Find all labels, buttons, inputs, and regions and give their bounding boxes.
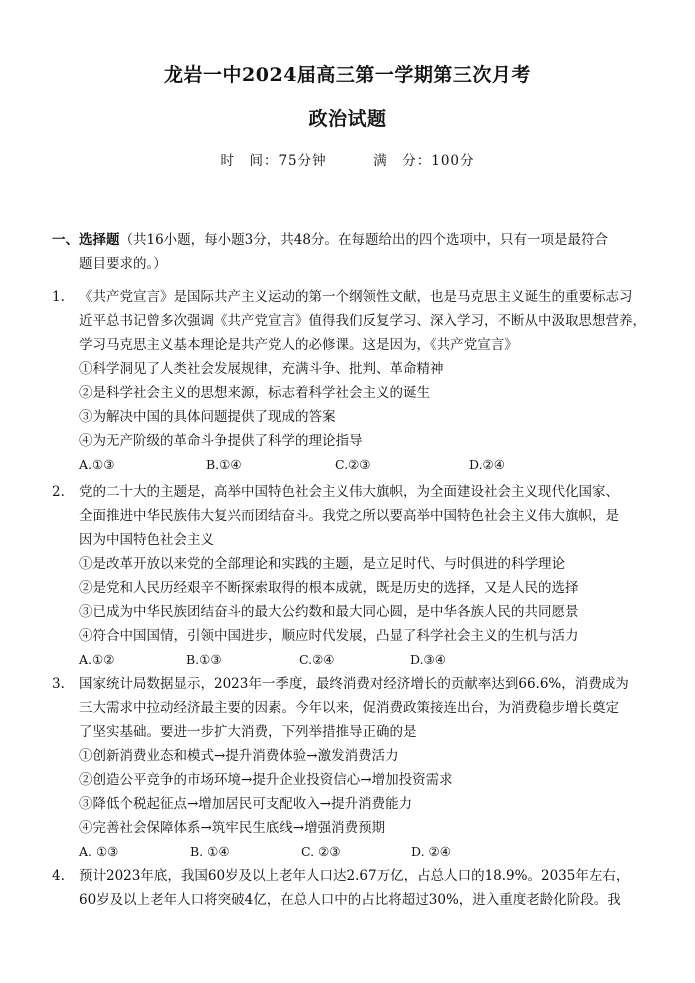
question-2 (52, 480, 652, 672)
section-heading (52, 228, 652, 276)
question-1 (52, 285, 652, 477)
question-3 (52, 672, 652, 864)
stem-line: 三大需求中拉动经济最主要的因素。今年以来，促消费政策接连出台，为消费稳步增长奠定 (79, 700, 619, 716)
stem-line: 学习马克思主义基本理论是共产党人的必修课。这是因为，《共产党宣言》 (79, 337, 518, 353)
stem-line: 全面推进中华民族伟大复兴而团结奋斗。我党之所以要高举中国特色社会主义伟大旗帜，是 (79, 508, 619, 524)
section-lead: 一、选择题 (52, 232, 120, 248)
time-label: 时 间：75分钟 (220, 153, 327, 169)
score-label: 满 分：100分 (373, 153, 475, 169)
option-line: ③已成为中华民族团结奋斗的最大公约数和最大同心圆，是中华各族人民的共同愿景 (79, 604, 579, 620)
exam-title: 龙岩一中2024届高三第一学期第三次月考 (164, 64, 531, 86)
stem-line: 了坚实基础。要进一步扩大消费，下列举措推导正确的是 (79, 724, 417, 740)
choice-b: B.①④ (206, 457, 242, 472)
option-line: ④符合中国国情，引领中国进步，顺应时代发展，凸显了科学社会主义的生机与活力 (79, 628, 579, 644)
answer-choices (79, 453, 652, 477)
section-instruction-1: （共16小题，每小题3分，共48分。在每题给出的四个选项中，只有一项是最符合 (119, 232, 608, 248)
exam-subject: 政治试题 (308, 108, 387, 130)
question-4 (52, 864, 652, 912)
choice-a: A.①② (79, 652, 115, 667)
stem-line: 60岁及以上老年人口将突破4亿，在总人口中的占比将超过30%，进入重度老龄化阶段。我 (79, 892, 621, 908)
answer-choices (79, 840, 652, 864)
stem-line: 预计2023年底，我国60岁及以上老年人口达2.67万亿，占总人口的18.9%。2035年左右， (79, 868, 630, 884)
section-instruction-2: 题目要求的。） (79, 256, 167, 272)
choice-d: D. ②④ (411, 844, 451, 859)
stem-line: 《共产党宣言》是国际共产主义运动的第一个纲领性文献，也是马克思主义诞生的重要标志习 (79, 289, 633, 305)
question-number: 3. (52, 676, 65, 692)
question-number: 4. (52, 868, 65, 884)
choice-c: C.②④ (299, 652, 335, 667)
option-line: ②创造公平竞争的市场环境→提升企业投资信心→增加投资需求 (79, 772, 453, 788)
choice-c: C. ②③ (301, 844, 341, 859)
answer-choices (79, 648, 652, 672)
option-line: ①是改革开放以来党的全部理论和实践的主题，是立足时代、与时俱进的科学理论 (79, 556, 565, 572)
choice-b: B.①③ (186, 652, 222, 667)
question-number: 1. (52, 289, 65, 305)
stem-line: 国家统计局数据显示，2023年一季度，最终消费对经济增长的贡献率达到66.6%，消费成为 (79, 676, 629, 692)
choice-b: B. ①④ (190, 844, 230, 859)
option-line: ③为解决中国的具体问题提供了现成的答案 (79, 409, 336, 425)
exam-meta (0, 149, 695, 169)
choice-a: A. ①③ (79, 844, 119, 859)
stem-line: 党的二十大的主题是，高举中国特色社会主义伟大旗帜，为全面建设社会主义现代化国家、 (79, 484, 619, 500)
option-line: ④完善社会保障体系→筑牢民生底线→增强消费预期 (79, 820, 386, 836)
choice-d: D.②④ (469, 457, 505, 472)
choice-c: C.②③ (335, 457, 371, 472)
choice-d: D.③④ (410, 652, 446, 667)
option-line: ①科学洞见了人类社会发展规律，充满斗争、批判、革命精神 (79, 361, 444, 377)
option-line: ④为无产阶级的革命斗争提供了科学的理论指导 (79, 433, 363, 449)
option-line: ①创新消费业态和模式→提升消费体验→激发消费活力 (79, 748, 399, 764)
option-line: ③降低个税起征点→增加居民可支配收入→提升消费能力 (79, 796, 413, 812)
choice-a: A.①③ (79, 457, 115, 472)
stem-line: 近平总书记曾多次强调《共产党宣言》值得我们反复学习、深入学习，不断从中汲取思想营养， (79, 313, 646, 329)
question-number: 2. (52, 484, 65, 500)
option-line: ②是党和人民历经艰辛不断探索取得的根本成就，既是历史的选择，又是人民的选择 (79, 580, 579, 596)
stem-line: 因为中国特色社会主义 (79, 532, 214, 548)
option-line: ②是科学社会主义的思想来源，标志着科学社会主义的诞生 (79, 385, 430, 401)
